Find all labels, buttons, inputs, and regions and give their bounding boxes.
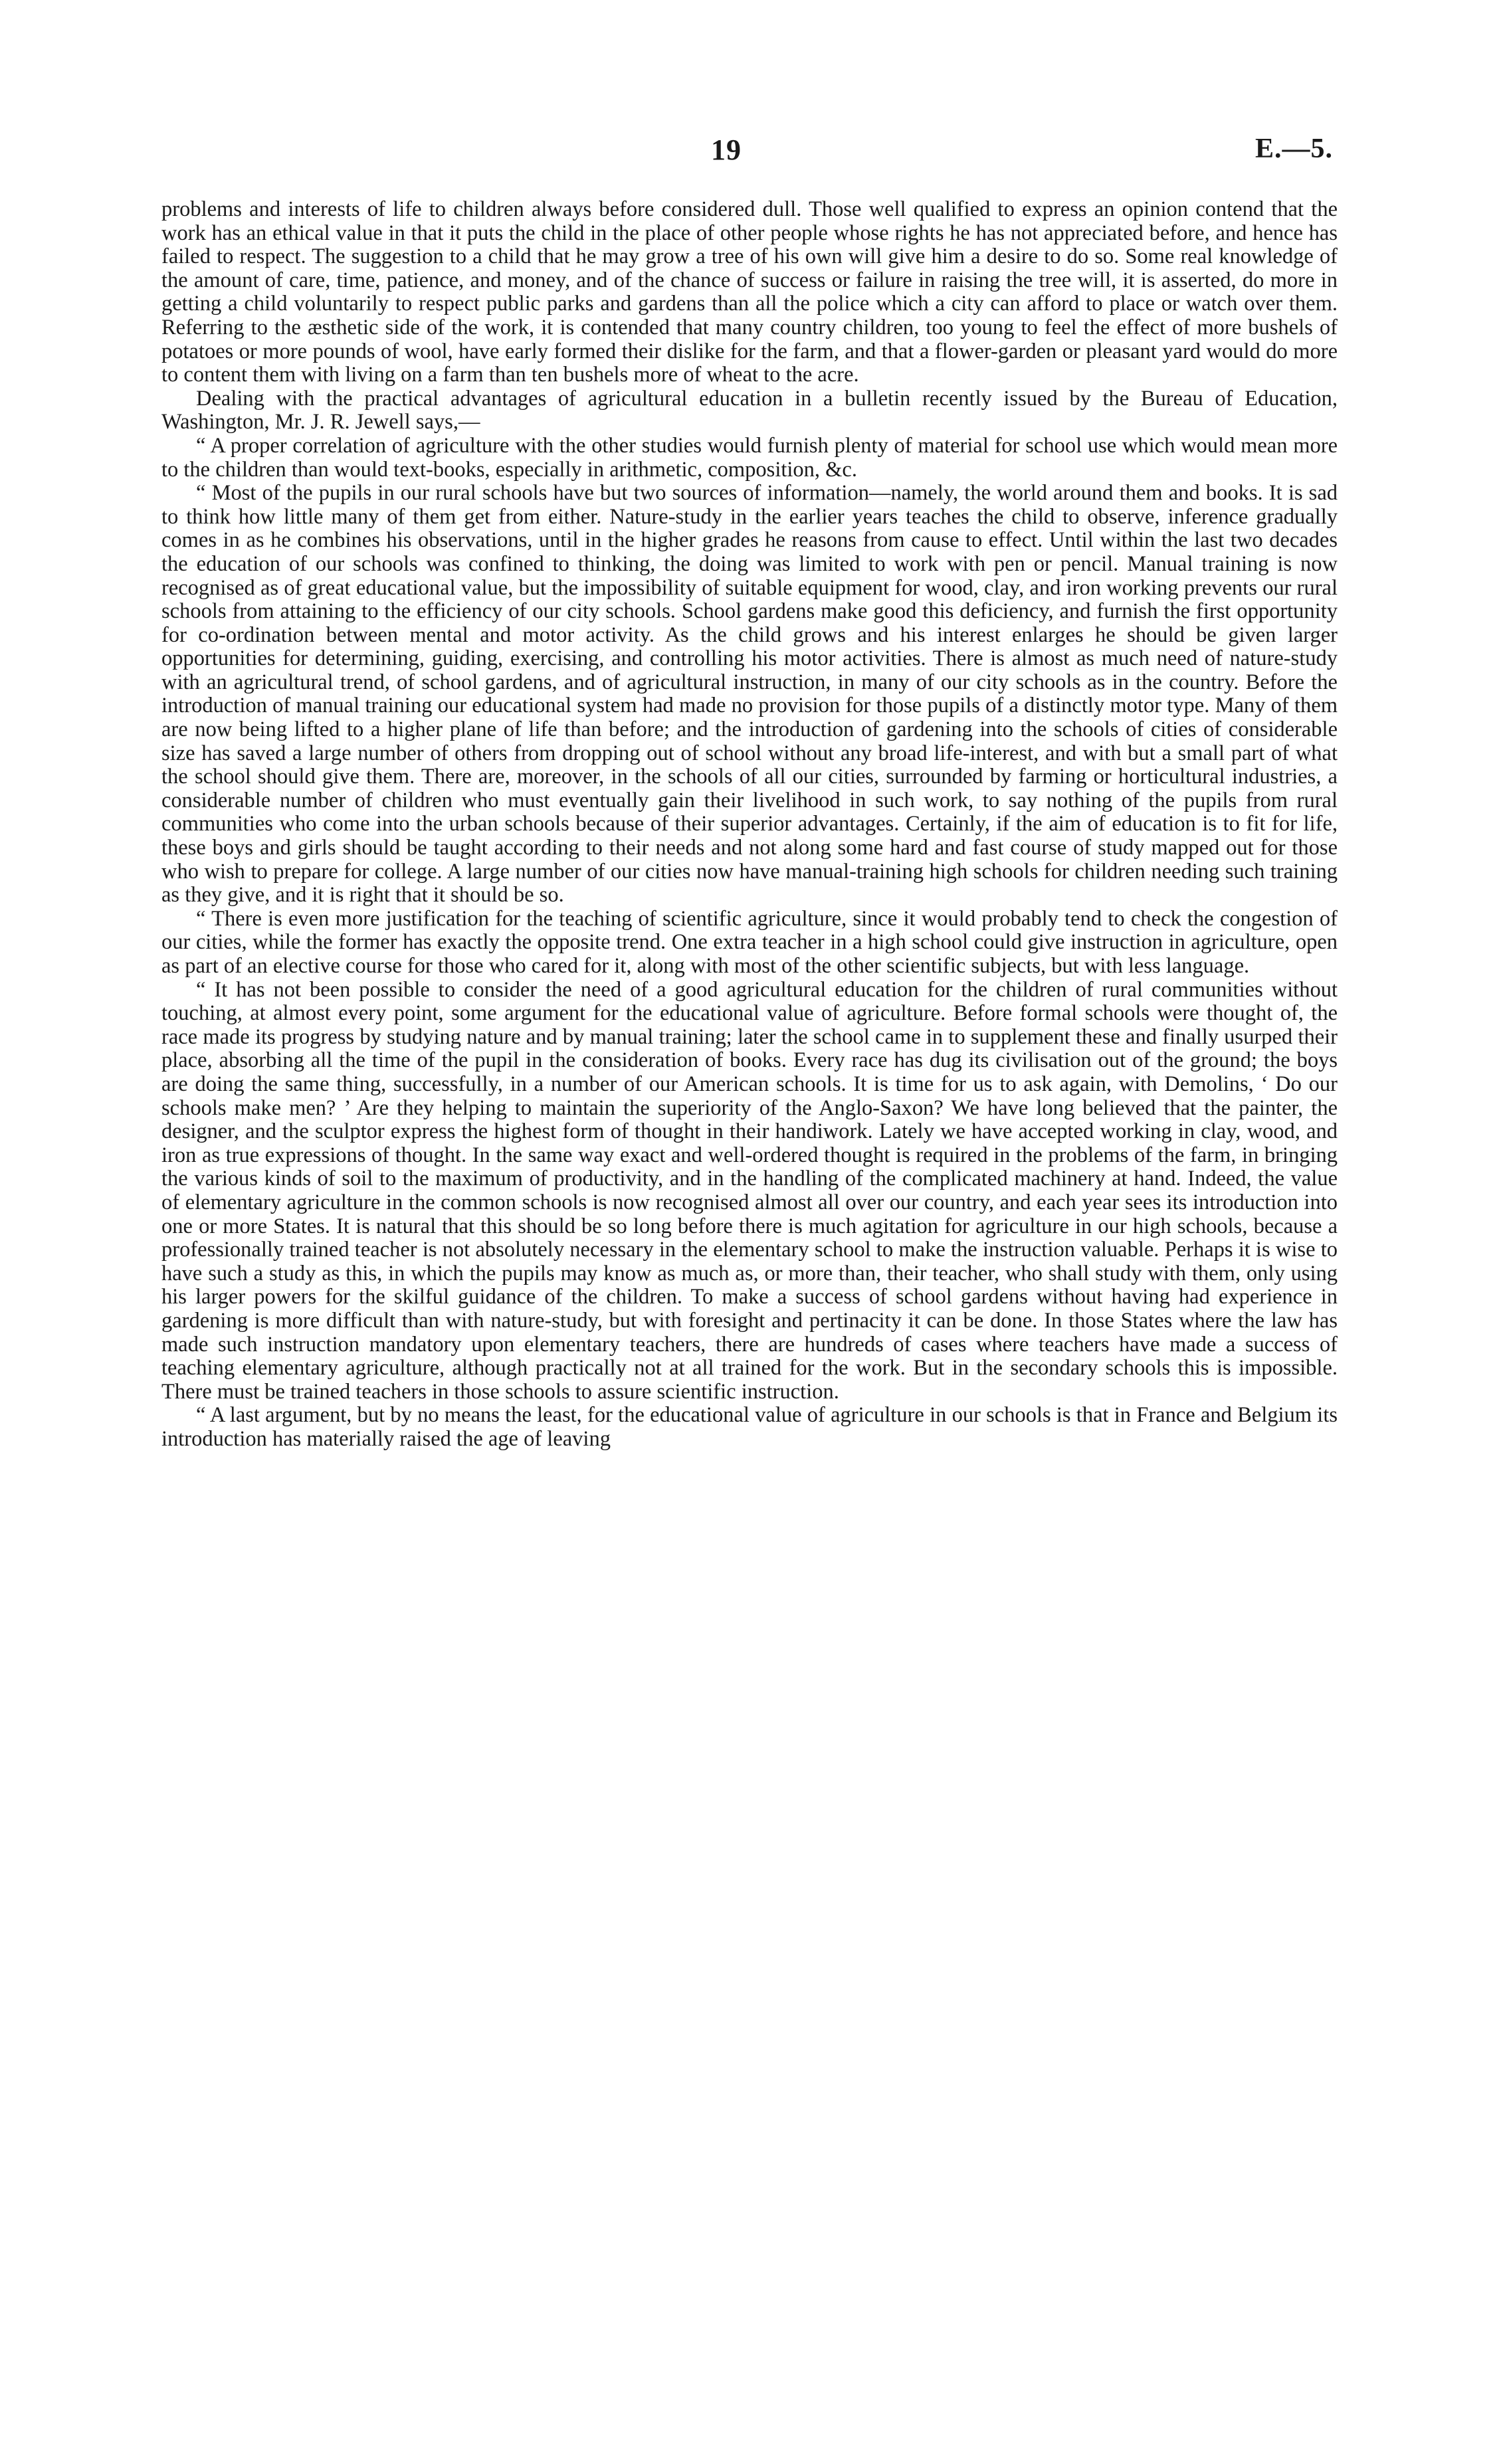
quote-paragraph: “ A last argument, but by no means the least, for the educational value of agriculture in our schools is that in France and Belgium its introduction has materially raised the age of leaving — [161, 1403, 1338, 1451]
quote-paragraph: “ There is even more justification for the teaching of scientific agriculture, since it would probably tend to check the congestion of our cities, while the former has exactly the opposite trend. One extra teacher in a high school could give instruction in agriculture, open as part of an elective course for those who cared for it, along with most of the other scientific subjects, but with less language. — [161, 906, 1338, 978]
body-text — [161, 198, 1338, 1451]
paragraph-continuation: problems and interests of life to children always before considered dull. Those well qualified to express an opinion contend that the work has an ethical value in that it puts the child in the place of other people whose rights he has not appreciated before, and hence has failed to respect. The suggestion to a child that he may grow a tree of his own will give him a desire to do so. Some real knowledge of the amount of care, time, patience, and money, and of the chance of success or failure in raising the tree will, it is asserted, do more in getting a child voluntarily to respect public parks and gardens than all the police which a city can afford to place or watch over them. Referring to the æsthetic side of the work, it is contended that many country children, too young to feel the effect of more bushels of potatoes or more pounds of wool, have early formed their dislike for the farm, and that a flower-garden or pleasant yard would do more to content them with living on a farm than ten bushels more of wheat to the acre. — [161, 197, 1338, 387]
page-header — [0, 133, 1507, 173]
quote-paragraph: “ Most of the pupils in our rural schools have but two sources of information—namely, the world around them and books. It is sad to think how little many of them get from either. Nature-study in the earlier years teaches the child to observe, inference gradually comes in as he combines his observations, until in the higher grades he reasons from cause to effect. Until within the last two decades the education of our schools was confined to thinking, the doing was limited to work with pen or pencil. Manual training is now recognised as of great educational value, but the impossibility of suitable equipment for wood, clay, and iron working prevents our rural schools from attaining to the efficiency of our city schools. School gardens make good this deficiency, and furnish the first opportunity for co-ordination between mental and motor activity. As the child grows and his interest enlarges he should be given larger opportunities for determining, guiding, exercising, and controlling his motor activities. There is almost as much need of nature-study with an agricultural trend, of school gardens, and of agricultural instruction, in many of our city schools as in the country. Before the introduction of manual training our educational system had made no provision for those pupils of a distinctly motor type. Many of them are now being lifted to a higher plane of life than before; and the introduction of gardening into the schools of cities of considerable size has saved a large number of others from dropping out of school without any broad life-interest, and with but a small part of what the school should give them. There are, moreover, in the schools of all our cities, surrounded by farming or horticultural industries, a considerable number of children who must eventually gain their livelihood in such work, to say nothing of the pupils from rural communities who come into the urban schools because of their superior advantages. Certainly, if the aim of education is to fit for life, these boys and girls should be taught according to their needs and not along some hard and fast course of study mapped out for those who wish to prepare for college. A large number of our cities now have manual-training high schools for children needing such training as they give, and it is right that it should be so. — [161, 481, 1338, 907]
quote-paragraph: “ It has not been possible to consider the need of a good agricultural education for the children of rural communities without touching, at almost every point, some argument for the educational value of agriculture. Before formal schools were thought of, the race made its progress by studying nature and by manual training; later the school came in to supplement these and finally usurped their place, absorbing all the time of the pupil in the consideration of books. Every race has dug its civilisation out of the ground; the boys are doing the same thing, successfully, in a number of our American schools. It is time for us to ask again, with Demolins, ‘ Do our schools make men? ’ Are they helping to maintain the superiority of the Anglo-Saxon? We have long believed that the painter, the designer, and the sculptor express the highest form of thought in their handiwork. Lately we have accepted working in clay, wood, and iron as true expressions of thought. In the same way exact and well-ordered thought is required in the problems of the farm, in bringing the various kinds of soil to the maximum of productivity, and in the handling of the complicated machinery at hand. Indeed, the value of elementary agriculture in the common schools is now recognised almost all over our country, and each year sees its introduction into one or more States. It is natural that this should be so long before there is much agitation for agriculture in our high schools, because a professionally trained teacher is not absolutely necessary in the elementary school to make the instruction valuable. Perhaps it is wise to have such a study as this, in which the pupils may know as much as, or more than, their teacher, who shall study with them, only using his larger powers for the skilful guidance of the children. To make a success of school gardens without having had experience in gardening is more difficult than with nature-study, but with foresight and pertinacity it can be done. In those States where the law has made such instruction mandatory upon elementary teachers, there are hundreds of cases where teachers have made a success of teaching elementary agriculture, although practically not at all trained for the work. But in the secondary schools this is impossible. There must be trained teachers in those schools to assure scientific instruction. — [161, 977, 1338, 1404]
quote-paragraph: “ A proper correlation of agriculture with the other studies would furnish plenty of material for school use which would mean more to the children than would text-books, especially in arithmetic, composition, &c. — [161, 433, 1338, 482]
document-reference: E.—5. — [1255, 134, 1333, 164]
paragraph-intro-quote: Dealing with the practical advantages of agricultural education in a bulletin recently issued by the Bureau of Education, Washington, Mr. J. R. Jewell says,— — [161, 386, 1338, 434]
page-number: 19 — [711, 134, 742, 166]
